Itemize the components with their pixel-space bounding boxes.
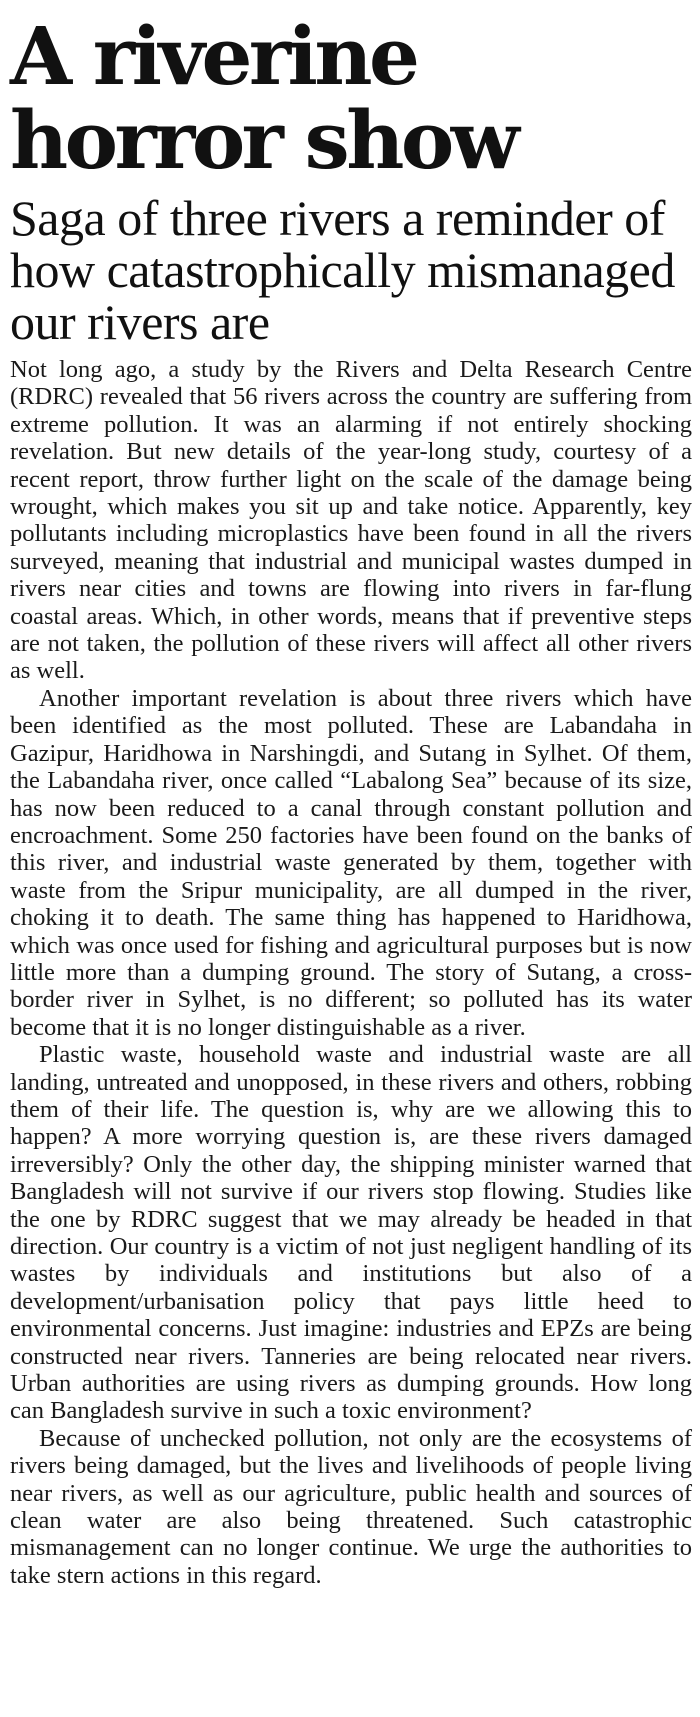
body-paragraph-4: Because of unchecked pollution, not only are the ecosystems of rivers being damaged, but the lives and livelihoods of people living near rivers, as well as our agriculture, public health and sources of clean water are also being threatened. Such catastrophic mismanagement can no longer continue. We urge the authorities to take stern actions in this regard.	[10, 1424, 692, 1589]
body-paragraph-1: Not long ago, a study by the Rivers and Delta Research Centre (RDRC) revealed that 56 rivers across the country are suffering from extreme pollution. It was an alarming if not entirely shocking revelation. But new details of the year-long study, courtesy of a recent report, throw further light on the scale of the damage being wrought, which makes you sit up and take notice. Apparently, key pollutants including microplastics have been found in all the rivers surveyed, meaning that industrial and municipal wastes dumped in rivers near cities and towns are flowing into rivers in far-flung coastal areas. Which, in other words, means that if preventive steps are not taken, the pollution of these rivers will affect all other rivers as well.	[10, 356, 692, 685]
article-subheadline: Saga of three rivers a reminder of how catastrophically mismanaged our rivers are	[10, 190, 675, 350]
article-headline: A riverine horror show	[10, 9, 517, 187]
article-body	[10, 356, 692, 1589]
body-paragraph-2: Another important revelation is about three rivers which have been identified as the most polluted. These are Labandaha in Gazipur, Haridhowa in Narshingdi, and Sutang in Sylhet. Of them, the Labandaha river, once called “Labalong Sea” because of its size, has now been reduced to a canal through constant pollution and encroachment. Some 250 factories have been found on the banks of this river, and industrial waste generated by them, together with waste from the Sripur municipality, are all dumped in the river, choking it to death. The same thing has happened to Haridhowa, which was once used for fishing and agricultural purposes but is now little more than a dumping ground. The story of Sutang, a cross-border river in Sylhet, is no different; so polluted has its water become that it is no longer distinguishable as a river.	[10, 684, 692, 1041]
body-paragraph-3: Plastic waste, household waste and industrial waste are all landing, untreated and unopposed, in these rivers and others, robbing them of their life. The question is, why are we allowing this to happen? A more worrying question is, are these rivers damaged irreversibly? Only the other day, the shipping minister warned that Bangladesh will not survive if our rivers stop flowing. Studies like the one by RDRC suggest that we may already be headed in that direction. Our country is a victim of not just negligent handling of its wastes by individuals and institutions but also of a development/urbanisation policy that pays little heed to environmental concerns. Just imagine: industries and EPZs are being constructed near rivers. Tanneries are being relocated near rivers. Urban authorities are using rivers as dumping grounds. How long can Bangladesh survive in such a toxic environment?	[10, 1041, 692, 1425]
